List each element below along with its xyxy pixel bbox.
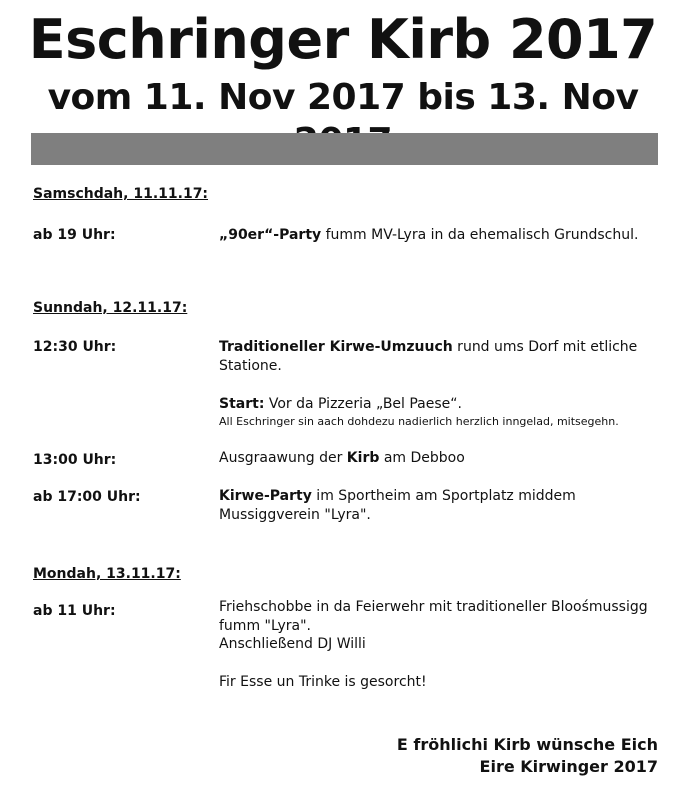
- day-heading-sunday: Sunndah, 12.11.17:: [33, 300, 188, 316]
- header-divider-bar: [31, 133, 658, 165]
- event-time: ab 19 Uhr:: [33, 227, 116, 243]
- event-start-info: [219, 395, 659, 414]
- event-description: Friehschobbe in da Feierwehr mit traditioneller Bloośmussigg fumm "Lyra".: [219, 599, 648, 634]
- event-highlight: Kirwe-Party: [219, 488, 312, 504]
- event-time: ab 11 Uhr:: [33, 603, 116, 619]
- event-highlight: Kirb: [346, 450, 380, 466]
- event-description: [219, 226, 659, 245]
- closing-signature: Eire Kirwinger 2017: [479, 757, 658, 776]
- event-description: [219, 338, 659, 376]
- event-text: fumm MV-Lyra in da ehemalisch Grundschul.: [321, 227, 639, 243]
- event-highlight: „90er“-Party: [219, 227, 322, 243]
- event-text: rund ums Dorf mit etliche Statione.: [219, 339, 638, 374]
- event-text-pre: Ausgraawung der: [219, 450, 347, 466]
- event-time: ab 17:00 Uhr:: [33, 489, 141, 505]
- event-text: im Sportheim am Sportplatz middem Mussiggverein "Lyra".: [219, 488, 576, 523]
- event-extra: Fir Esse un Trinke is gesorcht!: [219, 674, 427, 690]
- event-description: [219, 449, 659, 468]
- event-description: [219, 487, 659, 525]
- event-text: am Debboo: [379, 450, 465, 466]
- event-extra: Anschließend DJ Willi: [219, 636, 366, 652]
- closing-greeting: [397, 734, 658, 778]
- page-subtitle: vom 11. Nov 2017 bis 13. Nov: [47, 77, 639, 118]
- event-time: 12:30 Uhr:: [33, 339, 117, 355]
- start-label: Start:: [219, 396, 265, 412]
- event-highlight: Traditioneller Kirwe-Umzuuch: [219, 339, 453, 355]
- day-heading-monday: Mondah, 13.11.17:: [33, 566, 181, 582]
- closing-line: E fröhlichi Kirb wünsche Eich: [396, 735, 658, 754]
- page-title: Eschringer Kirb 2017: [28, 8, 658, 71]
- start-text: Vor da Pizzeria „Bel Paese“.: [264, 396, 462, 412]
- event-note: All Eschringer sin aach dohdezu nadierlich herzlich inngelad, mitsegehn.: [219, 415, 619, 428]
- event-time: 13:00 Uhr:: [33, 452, 117, 468]
- day-heading-saturday: Samschdah, 11.11.17:: [33, 186, 209, 202]
